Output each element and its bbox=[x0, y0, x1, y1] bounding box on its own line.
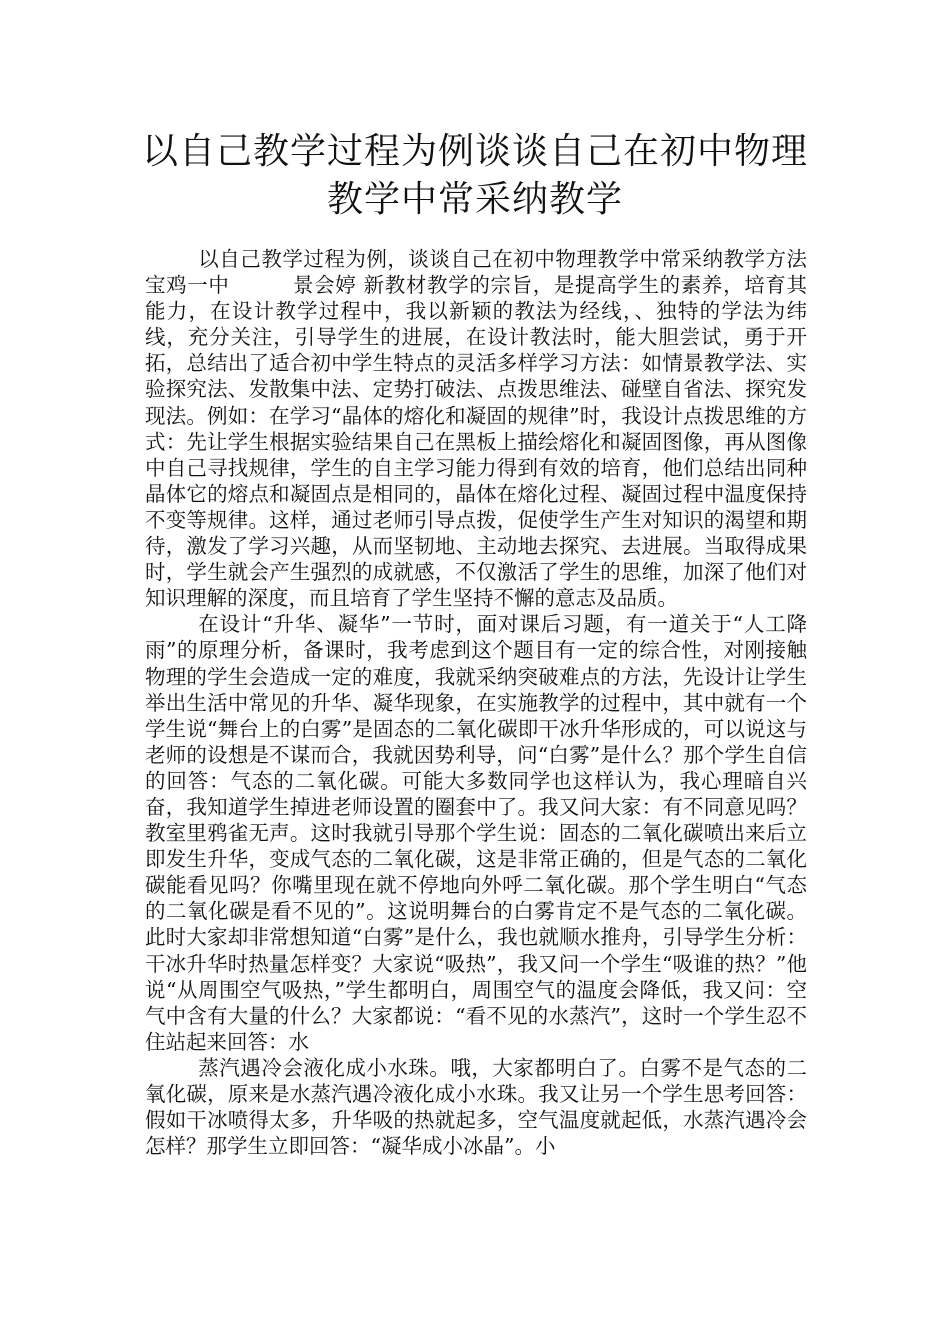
body-paragraph: 在设计“升华、凝华”一节时，面对课后习题，有一道关于“人工降雨”的原理分析，备课时，我考虑到这个题目有一定的综合性，对刚接触物理的学生会造成一定的难度，我就采纳突破难点的方法，先设计让学生举出生活中常见的升华、凝华现象，在实施教学的过程中，其中就有一个学生说“舞台上的白雾”是固态的二氧化碳即干冰升华形成的，可以说这与老师的设想是不谋而合，我就因势利导，问“白雾”是什么？那个学生自信的回答：气态的二氧化碳。可能大多数同学也这样认为，我心理暗自兴奋，我知道学生掉进老师设置的圈套中了。我又问大家：有不同意见吗？教室里鸦雀无声。这时我就引导那个学生说：固态的二氧化碳喷出来后立即发生升华，变成气态的二氧化碳，这是非常正确的，但是气态的二氧化碳能看见吗？你嘴里现在就不停地向外呼二氧化碳。那个学生明白“气态的二氧化碳是看不见的”。这说明舞台的白雾肯定不是气态的二氧化碳。此时大家却非常想知道“白雾”是什么，我也就顺水推舟，引导学生分析：干冰升华时热量怎样变？大家说“吸热”，我又问一个学生“吸谁的热？”他说“从周围空气吸热，”学生都明白，周围空气的温度会降低，我又问：空气中含有大量的什么？大家都说：“看不见的水蒸汽”，这时一个学生忍不住站起来回答：水 bbox=[145, 612, 807, 1054]
body-paragraph: 蒸汽遇冷会液化成小水珠。哦，大家都明白了。白雾不是气态的二氧化碳，原来是水蒸汽遇冷液化成小水珠。我又让另一个学生思考回答：假如干冰喷得太多，升华吸的热就起多，空气温度就起低，水蒸汽遇冷会怎样？那学生立即回答：“凝华成小冰晶”。小 bbox=[145, 1055, 807, 1159]
document-body bbox=[145, 246, 807, 1159]
body-paragraph: 以自己教学过程为例，谈谈自己在初中物理教学中常采纳教学方法 宝鸡一中 景会婷 新教材教学的宗旨，是提高学生的素养，培育其能力，在设计教学过程中，我以新颖的教法为经线，、独特的学法为纬线，充分关注，引导学生的进展，在设计教法时，能大胆尝试，勇于开拓，总结出了适合初中学生特点的灵活多样学习方法：如情景教学法、实验探究法、发散集中法、定势打破法、点拨思维法、碰壁自省法、探究发现法。例如：在学习“晶体的熔化和凝固的规律”时，我设计点拨思维的方式：先让学生根据实验结果自己在黑板上描绘熔化和凝固图像，再从图像中自己寻找规律，学生的自主学习能力得到有效的培育，他们总结出同种晶体它的熔点和凝固点是相同的，晶体在熔化过程、凝固过程中温度保持不变等规律。这样，通过老师引导点拨，促使学生产生对知识的渴望和期待，激发了学习兴趣，从而坚韧地、主动地去探究、去进展。当取得成果时，学生就会产生强烈的成就感，不仅激活了学生的思维，加深了他们对知识理解的深度，而且培育了学生坚持不懈的意志及品质。 bbox=[145, 247, 807, 611]
document-title-line-1: 以自己教学过程为例谈谈自己在初中物理 bbox=[141, 131, 808, 172]
document-title-line-2: 教学中常采纳教学 bbox=[326, 179, 623, 220]
